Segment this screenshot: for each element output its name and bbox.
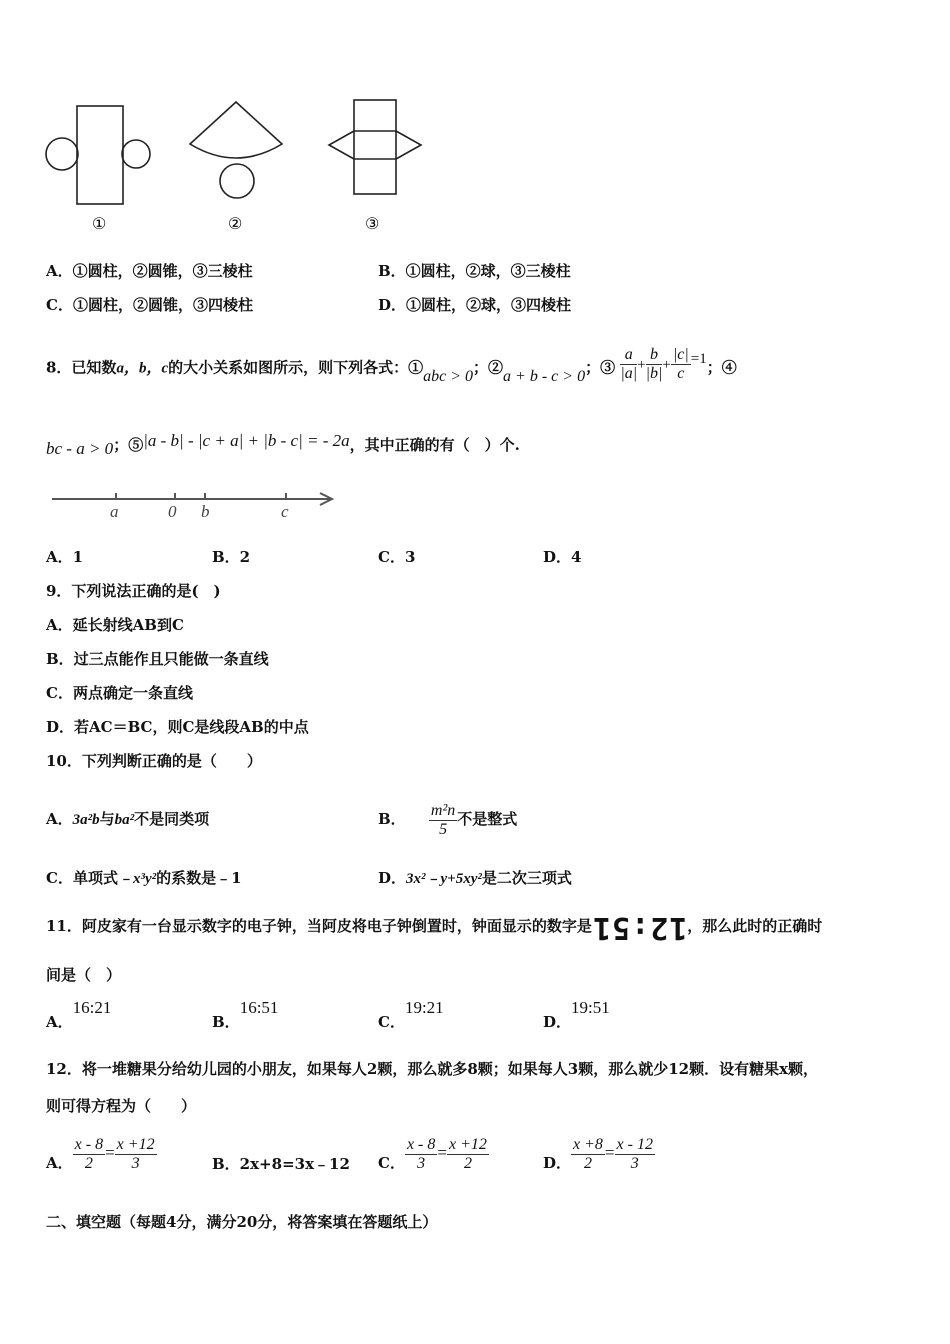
q12-d-frac1: $\frac{x +8}{2}$: [573, 1135, 603, 1172]
q8-stem-mid: 的大小关系如图所示，则下列各式：①: [168, 358, 424, 377]
q11-option-c: [378, 1000, 444, 1034]
q10-c-expr: ﹣x³y²: [117, 871, 157, 887]
q12-a-label: A．: [46, 1154, 73, 1172]
q7-option-c: C．①圆柱，②圆锥，③四棱柱: [46, 296, 253, 314]
fig-label-1: ①: [92, 216, 107, 233]
label-0: 0: [168, 502, 177, 521]
net3-right-triangle: [396, 131, 421, 159]
q12-stem-line2: 则可得方程为（ ）: [46, 1097, 197, 1115]
q8-option-a: A．1: [46, 548, 84, 566]
q12-c-eq: =: [437, 1143, 447, 1162]
q8-stem-line2: [46, 432, 520, 458]
q12-d-eq: =: [604, 1143, 615, 1162]
q8-expr3-plus2: +: [662, 356, 671, 373]
label-a: a: [110, 502, 119, 521]
q12-a-frac1: $\frac{x - 8}{2}$: [74, 1135, 104, 1172]
q10-option-d: [378, 868, 572, 889]
net2-circle: [220, 164, 254, 198]
q8-sep3: ；③: [585, 358, 616, 377]
q10-c-end: 的系数是﹣1: [156, 869, 242, 887]
q10-option-b: [378, 790, 517, 848]
section2-heading: 二、填空题（每题4分，满分20分，将答案填在答题纸上）: [46, 1213, 438, 1231]
q10-a-expr2: ba²: [114, 812, 135, 828]
solid-nets-figure: [40, 92, 430, 242]
q12-c-frac2: $\frac{x +12}{2}$: [448, 1135, 487, 1172]
q12-stem-line1: 12．将一堆糖果分给幼儿园的小朋友，如果每人2颗，那么就多8颗；如果每人3颗，那么就少12颗．设有糖果x颗，: [46, 1060, 819, 1078]
label-c: c: [281, 502, 289, 521]
q12-option-b: B．2x+8=3x﹣12: [212, 1155, 350, 1173]
q11-clock-display: 12:51: [591, 910, 688, 945]
q12-a-eq: =: [105, 1143, 115, 1162]
q12-option-d: [543, 1130, 655, 1176]
q10-b-frac: $\frac{\text{m²n}}{5}$: [430, 801, 456, 838]
q10-d-expr: 3x²﹣y+5xy²: [406, 871, 482, 887]
q10-option-a: [46, 809, 209, 830]
q9-option-d: D．若AC＝BC，则C是线段AB的中点: [46, 718, 309, 736]
q11-option-d: [543, 1000, 610, 1034]
q11-c-label: C．: [378, 1013, 405, 1031]
q8-sep2: ；②: [473, 358, 504, 377]
q10-b-label: B．: [378, 810, 406, 828]
q12-option-a: [46, 1130, 157, 1176]
q8-number-line: [48, 488, 348, 524]
q8-expr3-frac1: $\frac{a}{|a|}$: [620, 346, 638, 382]
fig-label-3: ③: [365, 216, 380, 233]
q12-d-label: D．: [543, 1154, 572, 1172]
q9-option-c: C．两点确定一条直线: [46, 684, 193, 702]
q11-a-label: A．: [46, 1013, 73, 1031]
q8-sep4: ；④: [706, 358, 737, 377]
q10-c-label: C．单项式: [46, 869, 118, 887]
q8-option-d: D．4: [543, 548, 582, 566]
q11-option-b: [212, 1000, 278, 1034]
q8-expr3-plus1: +: [637, 356, 646, 373]
q8-expr1: abc > 0: [423, 367, 474, 385]
q8-stem-end: ，其中正确的有（ ）个.: [349, 436, 520, 454]
q10-a-end: 不是同类项: [134, 810, 210, 828]
q11-d-value: 19:51: [571, 998, 610, 1017]
q8-expr4: bc - a > 0: [46, 439, 114, 458]
q12-d-frac2: $\frac{x - 12}{3}$: [616, 1135, 653, 1172]
q11-stem-start: 11．阿皮家有一台显示数字的电子钟，当阿皮将电子钟倒置时，钟面显示的数字是: [46, 917, 592, 935]
q10-b-end: 不是整式: [457, 810, 518, 828]
q12-c-frac1: $\frac{x - 8}{3}$: [406, 1135, 436, 1172]
q8-sep5: ；⑤: [113, 436, 144, 454]
q7-option-d: D．①圆柱，②球，③四棱柱: [378, 296, 572, 314]
q9-option-b: B．过三点能作且只能做一条直线: [46, 650, 269, 668]
net3-rectangle: [354, 100, 396, 194]
q8-expr3-frac2: $\frac{b}{|b|}$: [645, 346, 663, 382]
net2-sector: [190, 102, 282, 158]
q8-stem-line1: [46, 346, 737, 390]
net1-rectangle: [77, 106, 123, 204]
q10-d-end: 是二次三项式: [481, 869, 572, 887]
q7-option-b: B．①圆柱，②球，③三棱柱: [378, 262, 571, 280]
q8-expr5: |a - b| - |c + a| + |b - c| = - 2a: [143, 431, 350, 450]
net1-right-circle: [122, 140, 150, 168]
q10-a-mid: 与: [99, 810, 115, 828]
q8-expr2: a + b - c > 0: [503, 367, 586, 385]
q7-option-a: A．①圆柱，②圆锥，③三棱柱: [46, 262, 253, 280]
net3-left-triangle: [329, 131, 354, 159]
q11-b-value: 16:51: [239, 998, 279, 1017]
q10-option-c: [46, 868, 242, 889]
q8-option-c: C．3: [378, 548, 416, 566]
q9-option-a: A．延长射线AB到C: [46, 616, 184, 634]
q8-stem-start: 8．已知数: [46, 358, 117, 377]
q10-d-label: D．: [378, 869, 407, 887]
q11-d-label: D．: [543, 1013, 572, 1031]
q12-option-c: [378, 1130, 489, 1176]
q8-expr3-rhs: =1: [690, 350, 707, 367]
q8-vars: a，b，c: [116, 360, 169, 377]
q12-a-frac2: $\frac{x +12}{3}$: [116, 1135, 155, 1172]
q9-stem: 9．下列说法正确的是( ): [46, 582, 221, 600]
label-b: b: [201, 502, 210, 521]
q8-option-b: B．2: [212, 548, 251, 566]
q11-stem-line2: 间是（ ）: [46, 966, 122, 984]
fig-label-2: ②: [228, 216, 243, 233]
q11-option-a: [46, 1000, 111, 1034]
q10-a-expr1: 3a²b: [72, 812, 100, 828]
q8-expr3-frac3: $\frac{|c|}{c}$: [672, 346, 689, 382]
net1-left-circle: [46, 138, 78, 170]
q11-a-value: 16:21: [72, 998, 112, 1017]
q11-c-value: 19:21: [404, 998, 444, 1017]
q12-c-label: C．: [378, 1154, 405, 1172]
q10-stem: 10．下列判断正确的是（ ）: [46, 752, 262, 770]
q11-stem-end: ，那么此时的正确时: [687, 917, 823, 935]
q11-stem-line1: [46, 910, 823, 945]
q10-a-label: A．: [46, 810, 73, 828]
q11-b-label: B．: [212, 1013, 240, 1031]
